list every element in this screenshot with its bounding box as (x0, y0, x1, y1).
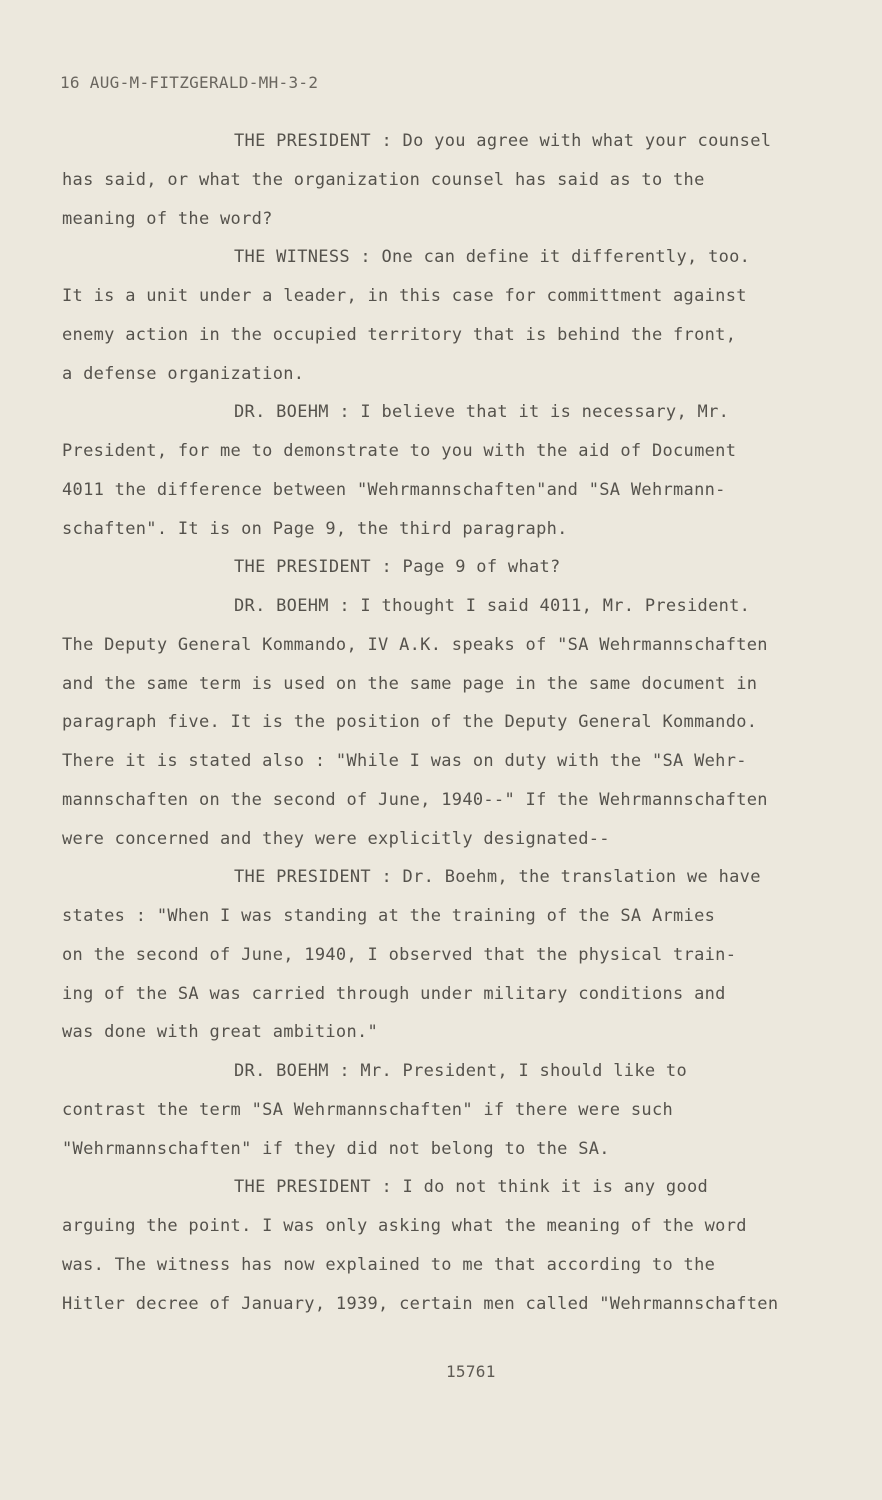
transcript-line: President, for me to demonstrate to you with the aid of Document (62, 441, 737, 461)
transcript-line: was done with great ambition." (62, 1022, 379, 1043)
transcript-line: arguing the point. I was only asking what the meaning of the word (62, 1216, 747, 1236)
page-number: 15761 (446, 1362, 496, 1381)
transcript-body (62, 122, 852, 1323)
transcript-line: "Wehrmannschaften" if they did not belong to the SA. (62, 1138, 610, 1159)
page-header: 16 AUG-M-FITZGERALD-MH-3-2 (60, 73, 319, 92)
transcript-line: THE PRESIDENT : Page 9 of what? (234, 557, 561, 578)
transcript-line: DR. BOEHM : Mr. President, I should like to (234, 1061, 687, 1081)
transcript-line: The Deputy General Kommando, IV A.K. speaks of "SA Wehrmannschaften (62, 634, 768, 655)
transcript-line: enemy action in the occupied territory that is behind the front, (62, 324, 737, 345)
transcript-line: and the same term is used on the same page in the same document in (62, 673, 758, 694)
transcript-line: DR. BOEHM : I thought I said 4011, Mr. President. (234, 596, 751, 616)
transcript-line: It is a unit under a leader, in this case for committment against (62, 286, 747, 306)
transcript-line: THE WITNESS : One can define it differently, too. (234, 247, 751, 268)
transcript-line: Hitler decree of January, 1939, certain men called "Wehrmannschaften (62, 1293, 779, 1314)
transcript-line: contrast the term "SA Wehrmannschaften" if there were such (62, 1099, 674, 1120)
transcript-line: has said, or what the organization counsel has said as to the (62, 169, 705, 190)
transcript-line: mannschaften on the second of June, 1940--" If the Wehrmannschaften (62, 789, 768, 810)
transcript-line: THE PRESIDENT : Dr. Boehm, the translation we have (234, 867, 761, 888)
transcript-line: paragraph five. It is the position of the Deputy General Kommando. (62, 712, 758, 733)
transcript-line: THE PRESIDENT : I do not think it is any good (234, 1177, 709, 1198)
transcript-line: was. The witness has now explained to me that according to the (62, 1254, 716, 1275)
transcript-line: a defense organization. (62, 363, 305, 384)
transcript-line: were concerned and they were explicitly designated-- (62, 828, 610, 849)
transcript-line: meaning of the word? (62, 208, 273, 229)
transcript-line: ing of the SA was carried through under military conditions and (62, 983, 726, 1004)
transcript-line: There it is stated also : "While I was on duty with the "SA Wehr- (62, 751, 747, 771)
transcript-line: states : "When I was standing at the training of the SA Armies (62, 906, 716, 926)
transcript-line: THE PRESIDENT : Do you agree with what your counsel (234, 131, 772, 151)
transcript-line: on the second of June, 1940, I observed that the physical train- (62, 944, 737, 965)
transcript-line: schaften". It is on Page 9, the third paragraph. (62, 518, 568, 539)
transcript-line: 4011 the difference between "Wehrmannschaften"and "SA Wehrmann- (62, 479, 726, 500)
transcript-line: DR. BOEHM : I believe that it is necessary, Mr. (234, 402, 730, 423)
